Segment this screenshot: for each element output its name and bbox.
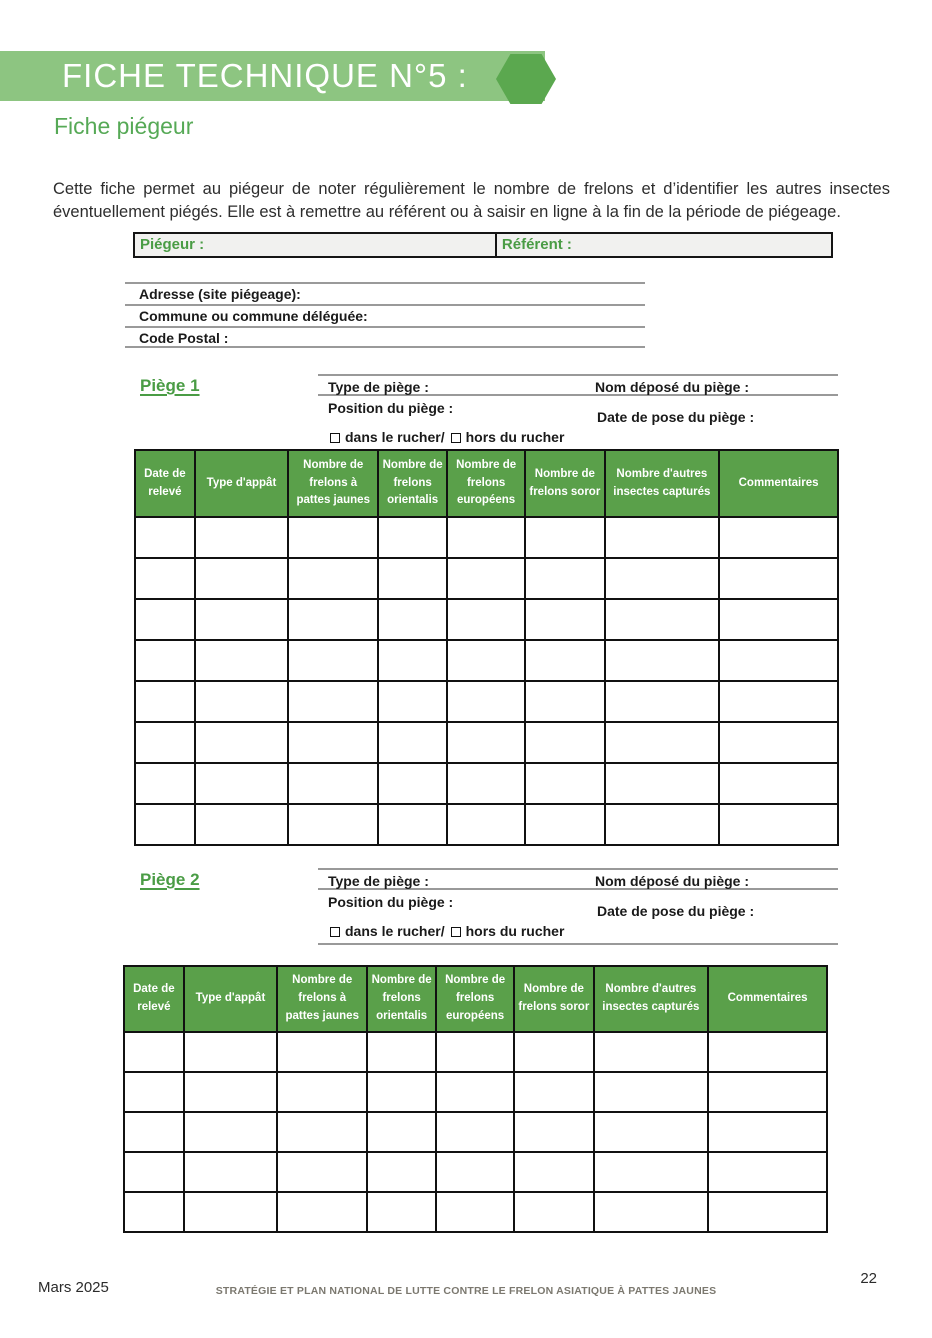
empty-row bbox=[135, 681, 838, 722]
commune-field-label: Commune ou commune déléguée: bbox=[125, 304, 645, 326]
empty-cell bbox=[447, 722, 525, 763]
trap2-row-type bbox=[318, 868, 838, 890]
empty-cell bbox=[184, 1032, 277, 1072]
empty-cell bbox=[367, 1112, 436, 1152]
empty-cell bbox=[135, 640, 195, 681]
page-footer bbox=[0, 1270, 932, 1310]
empty-cell bbox=[605, 804, 720, 845]
empty-cell bbox=[378, 599, 447, 640]
empty-cell bbox=[367, 1152, 436, 1192]
checkbox-out-apiary-label: hors du rucher bbox=[465, 923, 565, 939]
empty-cell bbox=[719, 681, 838, 722]
empty-cell bbox=[525, 804, 604, 845]
trap1-capture-table bbox=[134, 449, 839, 846]
trap-position-label: Position du piège : bbox=[328, 894, 454, 910]
column-header: Nombre d'autres insectes capturés bbox=[594, 966, 709, 1032]
column-header: Date de relevé bbox=[135, 450, 195, 517]
empty-cell bbox=[605, 558, 720, 599]
empty-row bbox=[135, 558, 838, 599]
empty-cell bbox=[719, 517, 838, 558]
page-title: FICHE TECHNIQUE N°5 : bbox=[62, 57, 468, 94]
empty-row bbox=[135, 722, 838, 763]
empty-cell bbox=[135, 763, 195, 804]
trap2-capture-table bbox=[123, 965, 828, 1233]
empty-cell bbox=[605, 599, 720, 640]
empty-cell bbox=[447, 558, 525, 599]
empty-cell bbox=[378, 804, 447, 845]
empty-cell bbox=[184, 1192, 277, 1232]
empty-row bbox=[124, 1032, 827, 1072]
trap1-table-body bbox=[135, 517, 838, 845]
trap2-label-box bbox=[140, 868, 318, 945]
empty-cell bbox=[436, 1072, 514, 1112]
empty-cell bbox=[195, 517, 288, 558]
trap-date-label: Date de pose du piège : bbox=[597, 409, 755, 425]
empty-cell bbox=[594, 1032, 709, 1072]
empty-cell bbox=[525, 763, 604, 804]
empty-cell bbox=[135, 804, 195, 845]
identity-strip bbox=[133, 232, 833, 258]
empty-cell bbox=[605, 681, 720, 722]
checkbox-in-apiary-icon bbox=[330, 927, 340, 937]
column-header: Nombre de frelons soror bbox=[514, 966, 593, 1032]
empty-cell bbox=[288, 599, 378, 640]
empty-cell bbox=[124, 1152, 184, 1192]
empty-cell bbox=[378, 640, 447, 681]
empty-cell bbox=[525, 558, 604, 599]
checkbox-in-apiary-label: dans le rucher/ bbox=[345, 923, 445, 939]
checkbox-in-apiary-label: dans le rucher/ bbox=[345, 429, 445, 445]
column-header: Nombre de frelons orientalis bbox=[378, 450, 447, 517]
empty-cell bbox=[436, 1192, 514, 1232]
empty-cell bbox=[288, 804, 378, 845]
empty-cell bbox=[719, 763, 838, 804]
column-header: Commentaires bbox=[719, 450, 838, 517]
column-header: Nombre de frelons orientalis bbox=[367, 966, 436, 1032]
empty-cell bbox=[708, 1032, 827, 1072]
empty-cell bbox=[124, 1032, 184, 1072]
empty-cell bbox=[514, 1192, 593, 1232]
empty-cell bbox=[447, 763, 525, 804]
trap1-table-header bbox=[135, 450, 838, 517]
trap2-table-header bbox=[124, 966, 827, 1032]
empty-cell bbox=[447, 517, 525, 558]
column-header: Type d'appât bbox=[184, 966, 277, 1032]
trap1-row-position bbox=[318, 396, 838, 427]
empty-cell bbox=[525, 722, 604, 763]
footer-caption: STRATÉGIE ET PLAN NATIONAL DE LUTTE CONTRE LE FRELON ASIATIQUE À PATTES JAUNES bbox=[215, 1285, 717, 1297]
trap1-label-box bbox=[140, 374, 318, 449]
empty-cell bbox=[436, 1152, 514, 1192]
trap2-row-position bbox=[318, 890, 838, 921]
empty-row bbox=[124, 1152, 827, 1192]
trap-position-label: Position du piège : bbox=[328, 400, 454, 416]
empty-cell bbox=[436, 1032, 514, 1072]
empty-cell bbox=[378, 681, 447, 722]
trap2-fields bbox=[318, 868, 838, 945]
postal-code-field-label: Code Postal : bbox=[125, 326, 645, 348]
empty-cell bbox=[708, 1072, 827, 1112]
empty-cell bbox=[288, 558, 378, 599]
checkbox-out-apiary-icon bbox=[451, 433, 461, 443]
empty-cell bbox=[719, 640, 838, 681]
empty-cell bbox=[195, 804, 288, 845]
page-number: 22 bbox=[860, 1270, 877, 1287]
empty-cell bbox=[378, 722, 447, 763]
empty-cell bbox=[135, 722, 195, 763]
trapper-field-label: Piégeur : bbox=[135, 234, 497, 256]
empty-cell bbox=[378, 517, 447, 558]
empty-cell bbox=[719, 558, 838, 599]
empty-cell bbox=[277, 1152, 367, 1192]
column-header: Nombre de frelons à pattes jaunes bbox=[288, 450, 378, 517]
empty-cell bbox=[195, 763, 288, 804]
empty-cell bbox=[514, 1072, 593, 1112]
empty-cell bbox=[288, 640, 378, 681]
empty-cell bbox=[277, 1112, 367, 1152]
trap-name-label: Nom déposé du piège : bbox=[595, 379, 750, 395]
trap-type-label: Type de piège : bbox=[328, 873, 429, 889]
empty-row bbox=[135, 517, 838, 558]
empty-cell bbox=[135, 599, 195, 640]
empty-cell bbox=[594, 1112, 709, 1152]
empty-row bbox=[124, 1112, 827, 1152]
empty-cell bbox=[447, 640, 525, 681]
empty-cell bbox=[184, 1072, 277, 1112]
empty-row bbox=[135, 640, 838, 681]
empty-cell bbox=[367, 1192, 436, 1232]
empty-cell bbox=[277, 1192, 367, 1232]
empty-cell bbox=[605, 640, 720, 681]
empty-cell bbox=[195, 681, 288, 722]
empty-cell bbox=[184, 1152, 277, 1192]
empty-cell bbox=[719, 599, 838, 640]
empty-cell bbox=[277, 1072, 367, 1112]
empty-cell bbox=[288, 517, 378, 558]
trap1-row-type bbox=[318, 374, 838, 396]
trap2-table-body bbox=[124, 1032, 827, 1232]
empty-row bbox=[124, 1192, 827, 1232]
empty-cell bbox=[525, 517, 604, 558]
empty-cell bbox=[195, 640, 288, 681]
trap-date-label: Date de pose du piège : bbox=[597, 903, 755, 919]
empty-cell bbox=[447, 599, 525, 640]
empty-cell bbox=[719, 722, 838, 763]
empty-row bbox=[135, 599, 838, 640]
empty-cell bbox=[436, 1112, 514, 1152]
empty-cell bbox=[184, 1112, 277, 1152]
empty-cell bbox=[367, 1072, 436, 1112]
trap2-title: Piège 2 bbox=[140, 870, 200, 889]
trap2-row-checkboxes bbox=[318, 921, 838, 943]
checkbox-out-apiary-icon bbox=[451, 927, 461, 937]
column-header: Nombre de frelons européens bbox=[447, 450, 525, 517]
empty-cell bbox=[124, 1072, 184, 1112]
empty-cell bbox=[195, 599, 288, 640]
empty-cell bbox=[514, 1152, 593, 1192]
empty-cell bbox=[514, 1032, 593, 1072]
empty-row bbox=[124, 1072, 827, 1112]
trap-name-label: Nom déposé du piège : bbox=[595, 873, 750, 889]
empty-cell bbox=[594, 1192, 709, 1232]
empty-cell bbox=[135, 517, 195, 558]
empty-cell bbox=[594, 1152, 709, 1192]
column-header: Commentaires bbox=[708, 966, 827, 1032]
trap1-section bbox=[140, 374, 932, 449]
empty-cell bbox=[525, 640, 604, 681]
trap1-title: Piège 1 bbox=[140, 376, 200, 395]
empty-cell bbox=[719, 804, 838, 845]
empty-cell bbox=[135, 558, 195, 599]
empty-cell bbox=[514, 1112, 593, 1152]
address-block bbox=[125, 282, 645, 348]
empty-cell bbox=[288, 681, 378, 722]
empty-cell bbox=[605, 763, 720, 804]
empty-cell bbox=[525, 599, 604, 640]
empty-row bbox=[135, 763, 838, 804]
column-header: Nombre de frelons européens bbox=[436, 966, 514, 1032]
empty-cell bbox=[525, 681, 604, 722]
page-subtitle: Fiche piégeur bbox=[54, 113, 194, 139]
empty-cell bbox=[708, 1112, 827, 1152]
intro-paragraph: Cette fiche permet au piégeur de noter régulièrement le nombre de frelons et d’identifier les autres insectes éventuellement piégés. Elle est à remettre au référent ou à saisir en ligne à la fin de la période de piégeage. bbox=[53, 180, 890, 221]
trap1-row-checkboxes bbox=[318, 427, 838, 449]
column-header: Nombre de frelons soror bbox=[525, 450, 604, 517]
empty-cell bbox=[135, 681, 195, 722]
empty-cell bbox=[288, 763, 378, 804]
empty-cell bbox=[447, 681, 525, 722]
footer-date: Mars 2025 bbox=[38, 1279, 109, 1296]
empty-cell bbox=[447, 804, 525, 845]
empty-cell bbox=[708, 1192, 827, 1232]
referent-field-label: Référent : bbox=[501, 236, 572, 253]
column-header: Date de relevé bbox=[124, 966, 184, 1032]
column-header: Nombre d'autres insectes capturés bbox=[605, 450, 720, 517]
empty-cell bbox=[288, 722, 378, 763]
checkbox-in-apiary-icon bbox=[330, 433, 340, 443]
empty-cell bbox=[367, 1032, 436, 1072]
column-header: Type d'appât bbox=[195, 450, 288, 517]
empty-cell bbox=[378, 558, 447, 599]
empty-cell bbox=[195, 558, 288, 599]
checkbox-out-apiary-label: hors du rucher bbox=[465, 429, 565, 445]
empty-cell bbox=[605, 517, 720, 558]
empty-cell bbox=[594, 1072, 709, 1112]
trap2-section bbox=[140, 868, 932, 945]
empty-row bbox=[135, 804, 838, 845]
empty-cell bbox=[378, 763, 447, 804]
trap1-fields bbox=[318, 374, 838, 449]
empty-cell bbox=[124, 1192, 184, 1232]
column-header: Nombre de frelons à pattes jaunes bbox=[277, 966, 367, 1032]
empty-cell bbox=[124, 1112, 184, 1152]
empty-cell bbox=[708, 1152, 827, 1192]
empty-cell bbox=[605, 722, 720, 763]
trap-type-label: Type de piège : bbox=[328, 379, 429, 395]
empty-cell bbox=[195, 722, 288, 763]
empty-cell bbox=[277, 1032, 367, 1072]
address-field-label: Adresse (site piégeage): bbox=[125, 282, 645, 304]
title-banner bbox=[0, 51, 545, 101]
